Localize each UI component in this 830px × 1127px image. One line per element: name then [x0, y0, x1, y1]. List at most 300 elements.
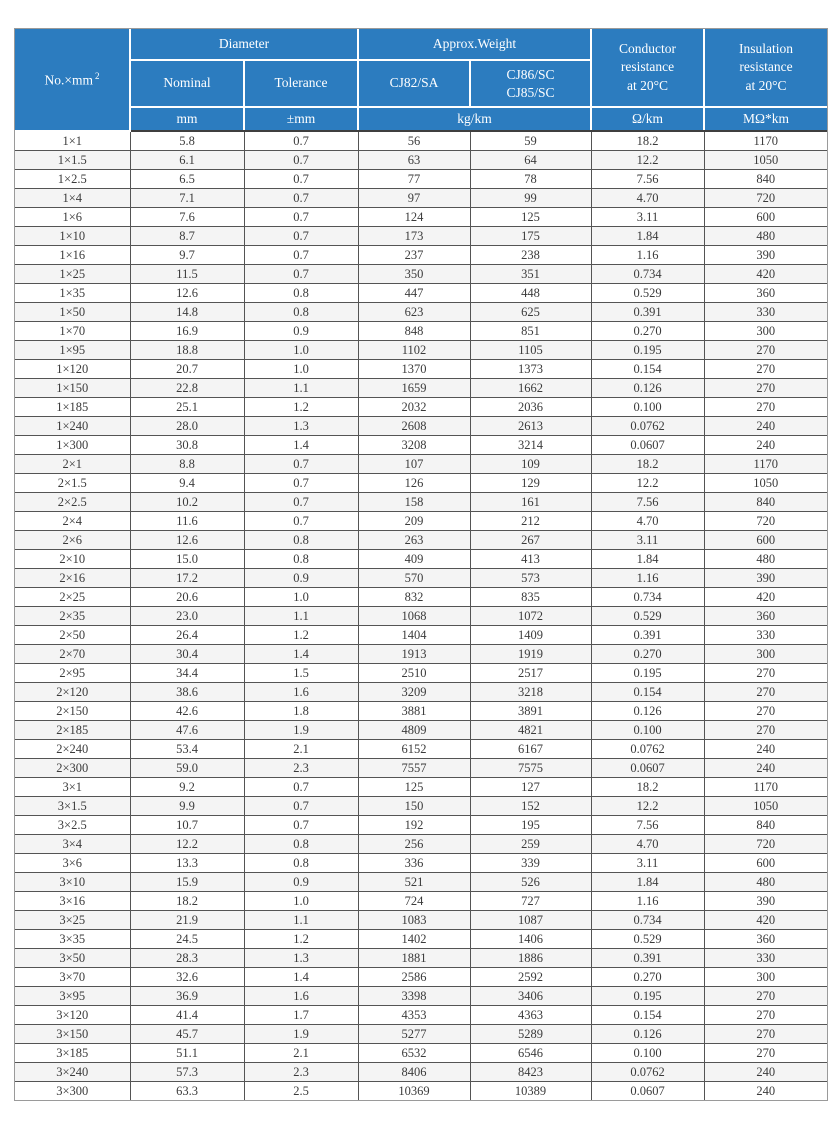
conductor-resistance-line3: at 20°C: [627, 77, 669, 93]
cell-tolerance: 0.7: [244, 797, 358, 816]
cell-weight-cj82-sa: 150: [358, 797, 470, 816]
table-row: [15, 759, 827, 778]
cell-weight-cj82-sa: 1404: [358, 626, 470, 645]
cell-nominal-diameter: 9.4: [130, 474, 244, 493]
cell-nominal-diameter: 11.5: [130, 265, 244, 284]
cell-weight-cj86-cj85: 212: [470, 512, 591, 531]
cell-nominal-diameter: 38.6: [130, 683, 244, 702]
cell-insulation-resistance: 720: [704, 189, 827, 208]
cell-tolerance: 1.5: [244, 664, 358, 683]
cell-weight-cj86-cj85: 175: [470, 227, 591, 246]
cell-insulation-resistance: 600: [704, 531, 827, 550]
table-row: [15, 322, 827, 341]
cell-tolerance: 1.9: [244, 1025, 358, 1044]
cell-weight-cj82-sa: 2032: [358, 398, 470, 417]
cell-conductor-resistance: 0.154: [591, 360, 704, 379]
cell-spec: 3×4: [15, 835, 130, 854]
cell-spec: 1×1.5: [15, 151, 130, 170]
cell-spec: 1×70: [15, 322, 130, 341]
cell-nominal-diameter: 22.8: [130, 379, 244, 398]
cj86-sc-label: CJ86/SC: [506, 66, 555, 82]
cell-tolerance: 0.7: [244, 455, 358, 474]
cell-weight-cj86-cj85: 8423: [470, 1063, 591, 1082]
cell-tolerance: 1.9: [244, 721, 358, 740]
table-row: [15, 531, 827, 550]
cell-weight-cj86-cj85: 2592: [470, 968, 591, 987]
table-row: [15, 664, 827, 683]
cell-weight-cj82-sa: 3881: [358, 702, 470, 721]
cell-weight-cj82-sa: 832: [358, 588, 470, 607]
cell-conductor-resistance: 0.391: [591, 949, 704, 968]
cell-conductor-resistance: 18.2: [591, 778, 704, 797]
cell-nominal-diameter: 42.6: [130, 702, 244, 721]
cell-insulation-resistance: 390: [704, 246, 827, 265]
table-row: [15, 1044, 827, 1063]
cell-tolerance: 0.7: [244, 208, 358, 227]
cell-weight-cj86-cj85: 195: [470, 816, 591, 835]
cell-spec: 3×6: [15, 854, 130, 873]
cell-spec: 3×240: [15, 1063, 130, 1082]
cell-conductor-resistance: 7.56: [591, 493, 704, 512]
table-row: [15, 949, 827, 968]
cell-spec: 2×70: [15, 645, 130, 664]
cell-spec: 3×185: [15, 1044, 130, 1063]
cell-weight-cj86-cj85: 7575: [470, 759, 591, 778]
table-row: [15, 265, 827, 284]
unit-tolerance-mm: ±mm: [244, 107, 358, 131]
cell-insulation-resistance: 390: [704, 569, 827, 588]
cell-insulation-resistance: 330: [704, 303, 827, 322]
cell-insulation-resistance: 270: [704, 360, 827, 379]
cell-weight-cj82-sa: 6152: [358, 740, 470, 759]
table-row: [15, 189, 827, 208]
cell-spec: 1×150: [15, 379, 130, 398]
table-row: [15, 246, 827, 265]
unit-mm: mm: [130, 107, 244, 131]
cell-tolerance: 1.6: [244, 683, 358, 702]
cell-conductor-resistance: 12.2: [591, 797, 704, 816]
cell-nominal-diameter: 7.1: [130, 189, 244, 208]
cell-tolerance: 1.3: [244, 949, 358, 968]
cell-weight-cj86-cj85: 127: [470, 778, 591, 797]
table-row: [15, 303, 827, 322]
table-row: [15, 892, 827, 911]
cell-weight-cj86-cj85: 1409: [470, 626, 591, 645]
cell-insulation-resistance: 270: [704, 1025, 827, 1044]
cell-nominal-diameter: 32.6: [130, 968, 244, 987]
cell-insulation-resistance: 300: [704, 322, 827, 341]
cell-weight-cj82-sa: 1402: [358, 930, 470, 949]
cell-nominal-diameter: 36.9: [130, 987, 244, 1006]
cell-spec: 1×6: [15, 208, 130, 227]
cell-nominal-diameter: 16.9: [130, 322, 244, 341]
cell-insulation-resistance: 420: [704, 911, 827, 930]
cell-tolerance: 0.8: [244, 854, 358, 873]
cell-spec: 2×95: [15, 664, 130, 683]
table-row: [15, 493, 827, 512]
cell-tolerance: 1.0: [244, 588, 358, 607]
cell-weight-cj82-sa: 570: [358, 569, 470, 588]
cell-nominal-diameter: 10.2: [130, 493, 244, 512]
table-row: [15, 170, 827, 189]
cell-tolerance: 0.7: [244, 170, 358, 189]
cell-nominal-diameter: 47.6: [130, 721, 244, 740]
cell-spec: 3×16: [15, 892, 130, 911]
cell-spec: 2×10: [15, 550, 130, 569]
cell-weight-cj86-cj85: 1919: [470, 645, 591, 664]
cell-spec: 3×150: [15, 1025, 130, 1044]
cell-nominal-diameter: 20.7: [130, 360, 244, 379]
cell-weight-cj82-sa: 4353: [358, 1006, 470, 1025]
cell-tolerance: 0.7: [244, 151, 358, 170]
table-row: [15, 1082, 827, 1101]
cell-weight-cj82-sa: 1659: [358, 379, 470, 398]
cell-weight-cj82-sa: 209: [358, 512, 470, 531]
cell-conductor-resistance: 3.11: [591, 531, 704, 550]
cell-conductor-resistance: 0.270: [591, 645, 704, 664]
cell-conductor-resistance: 0.126: [591, 1025, 704, 1044]
cell-conductor-resistance: 3.11: [591, 854, 704, 873]
insulation-resistance-line2: resistance: [739, 59, 793, 75]
cell-nominal-diameter: 18.2: [130, 892, 244, 911]
cell-tolerance: 1.1: [244, 911, 358, 930]
cell-nominal-diameter: 20.6: [130, 588, 244, 607]
cell-conductor-resistance: 1.16: [591, 892, 704, 911]
cell-insulation-resistance: 270: [704, 987, 827, 1006]
cell-weight-cj82-sa: 409: [358, 550, 470, 569]
cell-conductor-resistance: 1.16: [591, 569, 704, 588]
table-row: [15, 398, 827, 417]
cell-spec: 1×240: [15, 417, 130, 436]
cell-tolerance: 1.4: [244, 968, 358, 987]
cell-insulation-resistance: 420: [704, 265, 827, 284]
cell-spec: 3×300: [15, 1082, 130, 1101]
cell-weight-cj86-cj85: 2517: [470, 664, 591, 683]
table-row: [15, 360, 827, 379]
cell-spec: 3×35: [15, 930, 130, 949]
cell-weight-cj86-cj85: 267: [470, 531, 591, 550]
cell-weight-cj82-sa: 1881: [358, 949, 470, 968]
cell-nominal-diameter: 53.4: [130, 740, 244, 759]
cell-weight-cj82-sa: 124: [358, 208, 470, 227]
cell-weight-cj86-cj85: 413: [470, 550, 591, 569]
cell-spec: 1×2.5: [15, 170, 130, 189]
insulation-resistance-line1: Insulation: [739, 41, 793, 57]
cell-tolerance: 1.1: [244, 607, 358, 626]
cell-weight-cj82-sa: 3209: [358, 683, 470, 702]
cell-tolerance: 0.9: [244, 569, 358, 588]
table-row: [15, 645, 827, 664]
cell-spec: 3×70: [15, 968, 130, 987]
cell-weight-cj82-sa: 126: [358, 474, 470, 493]
cell-weight-cj86-cj85: 59: [470, 131, 591, 151]
cell-nominal-diameter: 24.5: [130, 930, 244, 949]
cell-conductor-resistance: 0.126: [591, 379, 704, 398]
table-row: [15, 379, 827, 398]
cell-tolerance: 0.7: [244, 227, 358, 246]
cell-nominal-diameter: 63.3: [130, 1082, 244, 1101]
cell-insulation-resistance: 720: [704, 512, 827, 531]
cell-spec: 1×4: [15, 189, 130, 208]
cell-nominal-diameter: 5.8: [130, 131, 244, 151]
cell-nominal-diameter: 14.8: [130, 303, 244, 322]
cell-insulation-resistance: 270: [704, 398, 827, 417]
cell-weight-cj82-sa: 1068: [358, 607, 470, 626]
cell-insulation-resistance: 270: [704, 683, 827, 702]
table-row: [15, 341, 827, 360]
cell-nominal-diameter: 28.3: [130, 949, 244, 968]
table-header: [15, 29, 827, 131]
cell-tolerance: 0.7: [244, 778, 358, 797]
cell-weight-cj86-cj85: 448: [470, 284, 591, 303]
cell-tolerance: 0.7: [244, 246, 358, 265]
cell-insulation-resistance: 300: [704, 645, 827, 664]
cell-spec: 2×35: [15, 607, 130, 626]
cell-insulation-resistance: 480: [704, 227, 827, 246]
table-row: [15, 607, 827, 626]
cj85-sc-label: CJ85/SC: [506, 84, 555, 100]
cell-nominal-diameter: 6.5: [130, 170, 244, 189]
cell-insulation-resistance: 270: [704, 1006, 827, 1025]
cell-weight-cj86-cj85: 1072: [470, 607, 591, 626]
cell-spec: 1×300: [15, 436, 130, 455]
cell-tolerance: 0.8: [244, 835, 358, 854]
table-row: [15, 569, 827, 588]
cell-insulation-resistance: 1170: [704, 131, 827, 151]
cell-insulation-resistance: 240: [704, 740, 827, 759]
cell-weight-cj86-cj85: 3218: [470, 683, 591, 702]
cell-weight-cj86-cj85: 351: [470, 265, 591, 284]
spec-label: No.×mm: [44, 72, 93, 88]
cell-weight-cj86-cj85: 64: [470, 151, 591, 170]
cell-weight-cj86-cj85: 573: [470, 569, 591, 588]
column-group-diameter: Diameter: [130, 29, 358, 60]
cell-conductor-resistance: 4.70: [591, 512, 704, 531]
cell-spec: 2×185: [15, 721, 130, 740]
cell-tolerance: 1.2: [244, 398, 358, 417]
cell-nominal-diameter: 9.9: [130, 797, 244, 816]
cell-tolerance: 0.8: [244, 550, 358, 569]
cell-weight-cj86-cj85: 835: [470, 588, 591, 607]
cell-weight-cj86-cj85: 339: [470, 854, 591, 873]
table-row: [15, 683, 827, 702]
table-row: [15, 474, 827, 493]
table-row: [15, 835, 827, 854]
cell-tolerance: 1.8: [244, 702, 358, 721]
column-header-tolerance: Tolerance: [244, 60, 358, 107]
cell-tolerance: 0.8: [244, 303, 358, 322]
cell-tolerance: 1.4: [244, 645, 358, 664]
table-row: [15, 740, 827, 759]
cell-conductor-resistance: 0.734: [591, 911, 704, 930]
cell-insulation-resistance: 240: [704, 1082, 827, 1101]
cell-weight-cj82-sa: 10369: [358, 1082, 470, 1101]
cell-weight-cj82-sa: 724: [358, 892, 470, 911]
cell-conductor-resistance: 1.84: [591, 227, 704, 246]
cell-insulation-resistance: 360: [704, 284, 827, 303]
conductor-resistance-line2: resistance: [620, 59, 675, 75]
cable-spec-table: [15, 29, 827, 1100]
cell-conductor-resistance: 0.195: [591, 664, 704, 683]
cell-conductor-resistance: 1.16: [591, 246, 704, 265]
cell-insulation-resistance: 360: [704, 607, 827, 626]
cell-tolerance: 0.9: [244, 873, 358, 892]
cell-nominal-diameter: 13.3: [130, 854, 244, 873]
table-row: [15, 284, 827, 303]
cell-weight-cj82-sa: 1370: [358, 360, 470, 379]
cell-weight-cj82-sa: 7557: [358, 759, 470, 778]
cell-spec: 2×1.5: [15, 474, 130, 493]
cell-spec: 2×6: [15, 531, 130, 550]
cell-insulation-resistance: 1050: [704, 151, 827, 170]
table-row: [15, 512, 827, 531]
cell-tolerance: 2.3: [244, 759, 358, 778]
cell-nominal-diameter: 26.4: [130, 626, 244, 645]
cell-tolerance: 1.3: [244, 417, 358, 436]
cell-weight-cj86-cj85: 238: [470, 246, 591, 265]
cell-weight-cj86-cj85: 161: [470, 493, 591, 512]
cell-tolerance: 0.7: [244, 493, 358, 512]
cell-conductor-resistance: 18.2: [591, 455, 704, 474]
cell-conductor-resistance: 0.0762: [591, 417, 704, 436]
cell-weight-cj86-cj85: 851: [470, 322, 591, 341]
cell-nominal-diameter: 11.6: [130, 512, 244, 531]
table-row: [15, 911, 827, 930]
cell-insulation-resistance: 240: [704, 759, 827, 778]
cell-weight-cj82-sa: 521: [358, 873, 470, 892]
cell-nominal-diameter: 9.2: [130, 778, 244, 797]
cell-weight-cj82-sa: 447: [358, 284, 470, 303]
cell-nominal-diameter: 34.4: [130, 664, 244, 683]
column-header-insulation-resistance: [704, 29, 827, 107]
cell-insulation-resistance: 840: [704, 493, 827, 512]
cell-spec: 1×1: [15, 131, 130, 151]
cell-spec: 3×50: [15, 949, 130, 968]
table-row: [15, 1063, 827, 1082]
cell-insulation-resistance: 390: [704, 892, 827, 911]
cell-spec: 1×50: [15, 303, 130, 322]
cell-conductor-resistance: 0.734: [591, 588, 704, 607]
cell-conductor-resistance: 0.100: [591, 721, 704, 740]
cell-tolerance: 2.1: [244, 740, 358, 759]
cell-nominal-diameter: 41.4: [130, 1006, 244, 1025]
cell-nominal-diameter: 8.7: [130, 227, 244, 246]
cell-spec: 1×35: [15, 284, 130, 303]
cell-conductor-resistance: 0.391: [591, 303, 704, 322]
cell-spec: 2×150: [15, 702, 130, 721]
cell-insulation-resistance: 330: [704, 949, 827, 968]
cell-nominal-diameter: 12.6: [130, 531, 244, 550]
cell-nominal-diameter: 15.0: [130, 550, 244, 569]
cell-weight-cj82-sa: 1102: [358, 341, 470, 360]
cell-weight-cj86-cj85: 125: [470, 208, 591, 227]
cell-weight-cj82-sa: 77: [358, 170, 470, 189]
table-row: [15, 588, 827, 607]
cell-weight-cj82-sa: 336: [358, 854, 470, 873]
cell-spec: 2×4: [15, 512, 130, 531]
cell-weight-cj86-cj85: 2036: [470, 398, 591, 417]
cell-conductor-resistance: 0.154: [591, 683, 704, 702]
insulation-resistance-line3: at 20°C: [745, 77, 787, 93]
cell-spec: 2×25: [15, 588, 130, 607]
table-row: [15, 930, 827, 949]
cell-insulation-resistance: 480: [704, 873, 827, 892]
unit-ohm-km: Ω/km: [591, 107, 704, 131]
cell-nominal-diameter: 7.6: [130, 208, 244, 227]
cell-conductor-resistance: 0.529: [591, 607, 704, 626]
table-row: [15, 854, 827, 873]
cell-conductor-resistance: 0.270: [591, 968, 704, 987]
cell-weight-cj86-cj85: 1662: [470, 379, 591, 398]
cell-weight-cj82-sa: 8406: [358, 1063, 470, 1082]
cell-weight-cj86-cj85: 6546: [470, 1044, 591, 1063]
table-row: [15, 987, 827, 1006]
cell-weight-cj86-cj85: 1105: [470, 341, 591, 360]
cell-weight-cj86-cj85: 2613: [470, 417, 591, 436]
cell-weight-cj86-cj85: 3214: [470, 436, 591, 455]
cell-weight-cj86-cj85: 1087: [470, 911, 591, 930]
cell-spec: 3×120: [15, 1006, 130, 1025]
conductor-resistance-line1: Conductor: [619, 41, 677, 57]
cell-tolerance: 0.7: [244, 131, 358, 151]
cell-conductor-resistance: 0.0762: [591, 1063, 704, 1082]
table-row: [15, 626, 827, 645]
cell-weight-cj82-sa: 5277: [358, 1025, 470, 1044]
cell-weight-cj86-cj85: 99: [470, 189, 591, 208]
cell-weight-cj82-sa: 350: [358, 265, 470, 284]
cell-tolerance: 0.7: [244, 512, 358, 531]
cell-tolerance: 2.1: [244, 1044, 358, 1063]
cell-weight-cj82-sa: 1083: [358, 911, 470, 930]
cell-nominal-diameter: 18.8: [130, 341, 244, 360]
cell-nominal-diameter: 9.7: [130, 246, 244, 265]
cell-conductor-resistance: 0.734: [591, 265, 704, 284]
cell-nominal-diameter: 6.1: [130, 151, 244, 170]
cell-insulation-resistance: 1170: [704, 778, 827, 797]
table-row: [15, 873, 827, 892]
cell-tolerance: 1.1: [244, 379, 358, 398]
cell-spec: 1×25: [15, 265, 130, 284]
cell-tolerance: 0.9: [244, 322, 358, 341]
column-header-cj82-sa: CJ82/SA: [358, 60, 470, 107]
cell-weight-cj86-cj85: 129: [470, 474, 591, 493]
cell-insulation-resistance: 270: [704, 1044, 827, 1063]
cell-spec: 2×2.5: [15, 493, 130, 512]
cell-insulation-resistance: 240: [704, 417, 827, 436]
cell-weight-cj86-cj85: 3406: [470, 987, 591, 1006]
cell-weight-cj86-cj85: 78: [470, 170, 591, 189]
cell-nominal-diameter: 17.2: [130, 569, 244, 588]
cell-nominal-diameter: 21.9: [130, 911, 244, 930]
cell-conductor-resistance: 1.84: [591, 873, 704, 892]
cell-insulation-resistance: 240: [704, 436, 827, 455]
cell-conductor-resistance: 0.529: [591, 930, 704, 949]
cell-insulation-resistance: 270: [704, 702, 827, 721]
cell-tolerance: 0.7: [244, 189, 358, 208]
cell-spec: 3×25: [15, 911, 130, 930]
cell-nominal-diameter: 12.6: [130, 284, 244, 303]
cell-spec: 2×120: [15, 683, 130, 702]
cell-weight-cj86-cj85: 152: [470, 797, 591, 816]
cell-weight-cj82-sa: 4809: [358, 721, 470, 740]
cell-insulation-resistance: 420: [704, 588, 827, 607]
spec-table-container: [14, 28, 828, 1101]
cell-weight-cj82-sa: 6532: [358, 1044, 470, 1063]
cell-weight-cj86-cj85: 727: [470, 892, 591, 911]
cell-weight-cj82-sa: 107: [358, 455, 470, 474]
cell-weight-cj86-cj85: 6167: [470, 740, 591, 759]
cell-weight-cj82-sa: 97: [358, 189, 470, 208]
